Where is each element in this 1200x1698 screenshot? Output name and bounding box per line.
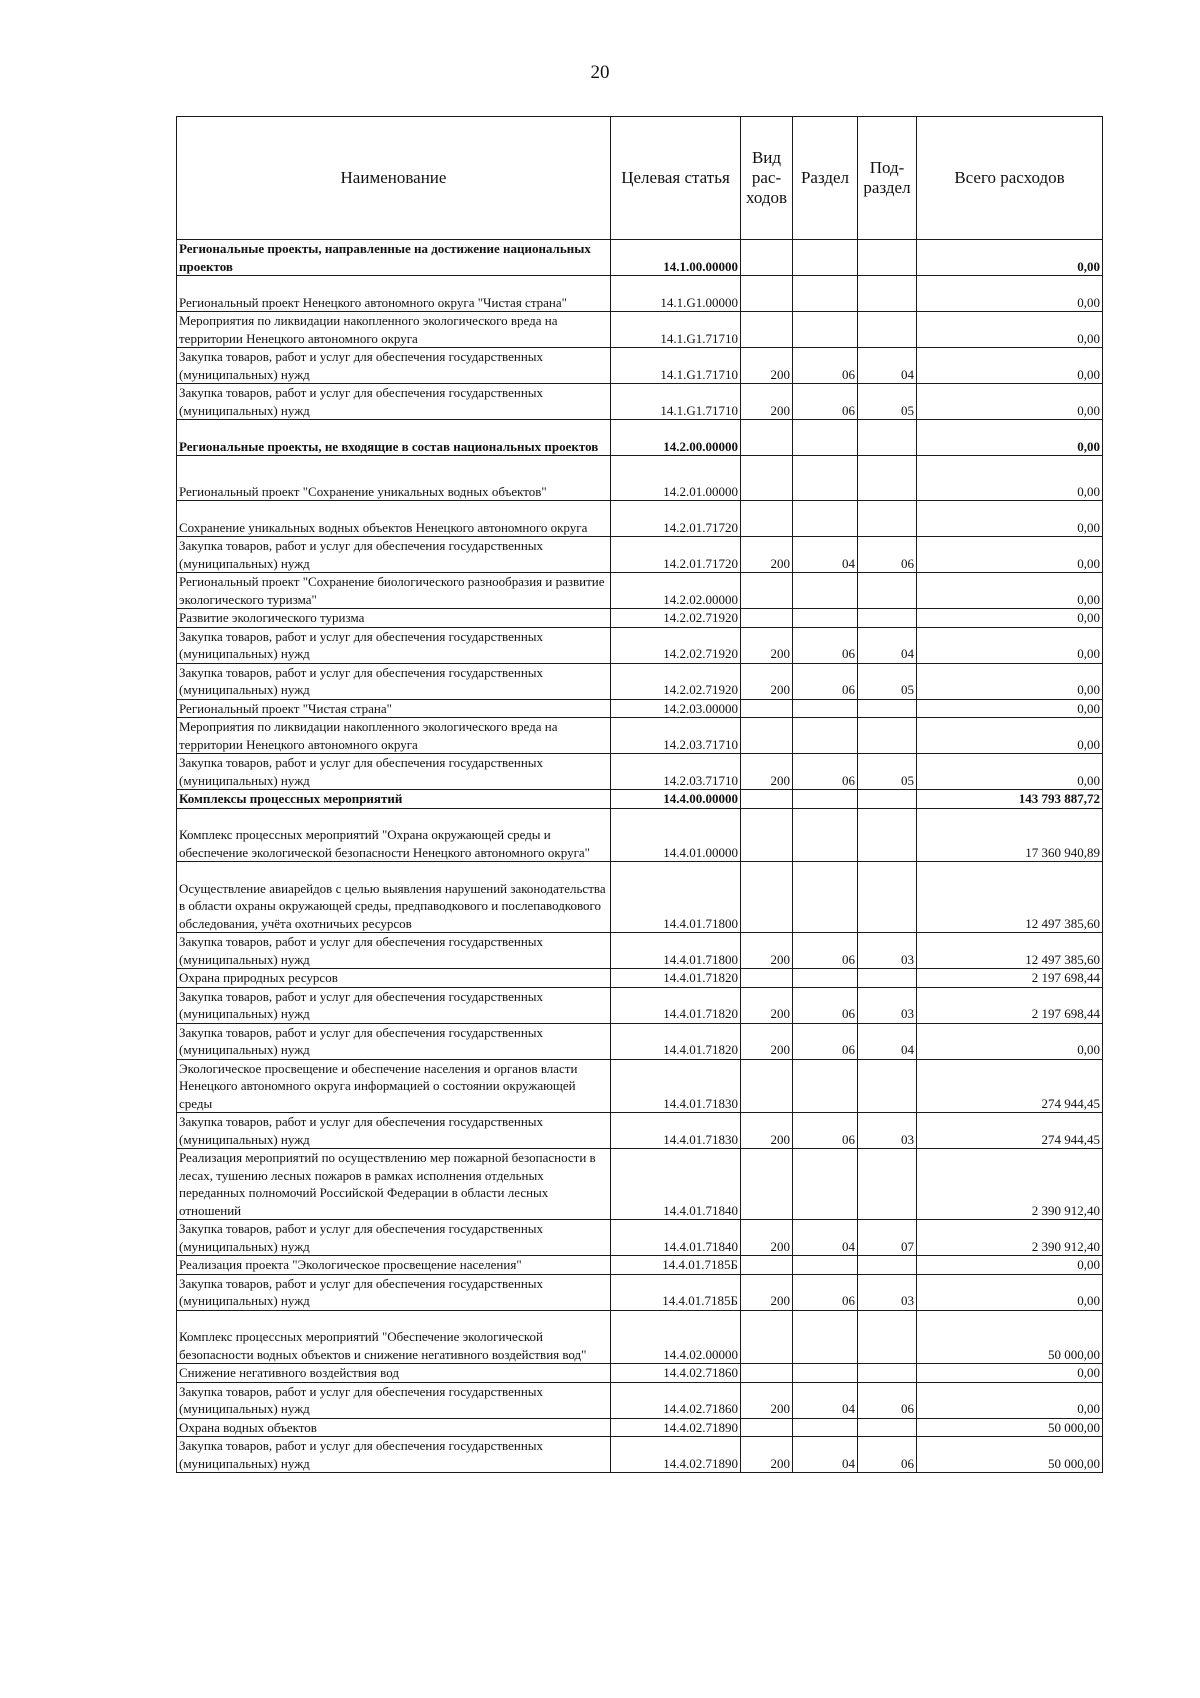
- cell-expense-type: 200: [741, 537, 793, 573]
- cell-total: 0,00: [917, 609, 1103, 628]
- cell-section: 06: [793, 933, 858, 969]
- cell-section: 06: [793, 1274, 858, 1310]
- cell-subsection: 05: [858, 663, 917, 699]
- cell-expense-type: [741, 420, 793, 456]
- cell-section: 04: [793, 1437, 858, 1473]
- table-row: [177, 1274, 1103, 1310]
- cell-total: 12 497 385,60: [917, 933, 1103, 969]
- cell-subsection: [858, 808, 917, 862]
- cell-subsection: 04: [858, 1023, 917, 1059]
- cell-target: 14.2.02.71920: [611, 609, 741, 628]
- cell-target: 14.2.01.71720: [611, 501, 741, 537]
- table-row: [177, 312, 1103, 348]
- cell-section: [793, 1059, 858, 1113]
- cell-total: 0,00: [917, 384, 1103, 420]
- cell-expense-type: [741, 1059, 793, 1113]
- cell-expense-type: 200: [741, 1220, 793, 1256]
- cell-section: 04: [793, 1220, 858, 1256]
- cell-expense-type: 200: [741, 933, 793, 969]
- cell-expense-type: [741, 1364, 793, 1383]
- cell-name: Закупка товаров, работ и услуг для обеспечения государственных (муниципальных) нужд: [177, 987, 611, 1023]
- header-name: Наименование: [177, 117, 611, 240]
- budget-table: [176, 116, 1103, 1473]
- cell-name: Охрана водных объектов: [177, 1418, 611, 1437]
- cell-total: 2 197 698,44: [917, 987, 1103, 1023]
- cell-total: 12 497 385,60: [917, 862, 1103, 933]
- cell-target: 14.4.01.71800: [611, 862, 741, 933]
- cell-expense-type: [741, 276, 793, 312]
- cell-total: 0,00: [917, 718, 1103, 754]
- cell-name: Закупка товаров, работ и услуг для обеспечения государственных (муниципальных) нужд: [177, 933, 611, 969]
- table-row: [177, 1310, 1103, 1364]
- cell-expense-type: [741, 1256, 793, 1275]
- cell-total: 0,00: [917, 1023, 1103, 1059]
- cell-name: Закупка товаров, работ и услуг для обеспечения государственных (муниципальных) нужд: [177, 537, 611, 573]
- table-row: [177, 969, 1103, 988]
- cell-name: Мероприятия по ликвидации накопленного экологического вреда на территории Ненецкого автономного округа: [177, 718, 611, 754]
- cell-expense-type: 200: [741, 754, 793, 790]
- cell-name: Реализация проекта "Экологическое просвещение населения": [177, 1256, 611, 1275]
- cell-name: Региональные проекты, направленные на достижение национальных проектов: [177, 240, 611, 276]
- cell-name: Региональный проект Ненецкого автономного округа "Чистая страна": [177, 276, 611, 312]
- cell-subsection: 05: [858, 384, 917, 420]
- cell-target: 14.2.01.71720: [611, 537, 741, 573]
- cell-subsection: 03: [858, 1113, 917, 1149]
- cell-target: 14.2.02.00000: [611, 573, 741, 609]
- cell-total: 50 000,00: [917, 1418, 1103, 1437]
- cell-name: Комплекс процессных мероприятий "Охрана окружающей среды и обеспечение экологической безопасности Ненецкого автономного округа": [177, 808, 611, 862]
- cell-target: 14.1.G1.71710: [611, 384, 741, 420]
- cell-target: 14.2.02.71920: [611, 627, 741, 663]
- cell-section: [793, 1256, 858, 1275]
- cell-name: Закупка товаров, работ и услуг для обеспечения государственных (муниципальных) нужд: [177, 754, 611, 790]
- cell-total: 2 390 912,40: [917, 1149, 1103, 1220]
- cell-total: 0,00: [917, 627, 1103, 663]
- cell-total: 2 390 912,40: [917, 1220, 1103, 1256]
- cell-name: Региональные проекты, не входящие в состав национальных проектов: [177, 420, 611, 456]
- cell-subsection: [858, 1149, 917, 1220]
- cell-section: 06: [793, 384, 858, 420]
- cell-name: Закупка товаров, работ и услуг для обеспечения государственных (муниципальных) нужд: [177, 663, 611, 699]
- cell-total: 2 197 698,44: [917, 969, 1103, 988]
- cell-target: 14.1.G1.71710: [611, 312, 741, 348]
- header-target: Целевая статья: [611, 117, 741, 240]
- table-row: [177, 384, 1103, 420]
- cell-total: 0,00: [917, 420, 1103, 456]
- cell-section: 06: [793, 348, 858, 384]
- cell-name: Закупка товаров, работ и услуг для обеспечения государственных (муниципальных) нужд: [177, 1113, 611, 1149]
- cell-section: 04: [793, 1382, 858, 1418]
- cell-subsection: 06: [858, 537, 917, 573]
- table-row: [177, 718, 1103, 754]
- cell-total: 143 793 887,72: [917, 790, 1103, 809]
- table-row: [177, 1023, 1103, 1059]
- cell-name: Развитие экологического туризма: [177, 609, 611, 628]
- table-row: [177, 754, 1103, 790]
- cell-subsection: 06: [858, 1437, 917, 1473]
- cell-subsection: 04: [858, 627, 917, 663]
- cell-total: 0,00: [917, 240, 1103, 276]
- cell-expense-type: 200: [741, 348, 793, 384]
- cell-name: Снижение негативного воздействия вод: [177, 1364, 611, 1383]
- cell-name: Осуществление авиарейдов с целью выявления нарушений законодательства в области охраны окружающей среды, предпаводкового и послепаводкового обследования, учёта охотничьих ресурсов: [177, 862, 611, 933]
- cell-name: Комплекс процессных мероприятий "Обеспечение экологической безопасности водных объектов и снижение негативного воздействия вод": [177, 1310, 611, 1364]
- cell-subsection: [858, 1310, 917, 1364]
- cell-expense-type: 200: [741, 987, 793, 1023]
- cell-total: 0,00: [917, 1364, 1103, 1383]
- cell-total: 50 000,00: [917, 1310, 1103, 1364]
- table-row: [177, 501, 1103, 537]
- cell-subsection: [858, 276, 917, 312]
- cell-target: 14.2.03.71710: [611, 718, 741, 754]
- cell-expense-type: 200: [741, 663, 793, 699]
- cell-name: Закупка товаров, работ и услуг для обеспечения государственных (муниципальных) нужд: [177, 1220, 611, 1256]
- cell-subsection: [858, 573, 917, 609]
- table-row: [177, 537, 1103, 573]
- cell-section: 06: [793, 663, 858, 699]
- cell-section: [793, 790, 858, 809]
- cell-expense-type: [741, 699, 793, 718]
- cell-total: 0,00: [917, 1382, 1103, 1418]
- page-number: 20: [590, 62, 610, 83]
- cell-total: 0,00: [917, 537, 1103, 573]
- cell-subsection: 07: [858, 1220, 917, 1256]
- cell-name: Региональный проект "Чистая страна": [177, 699, 611, 718]
- table-row: [177, 663, 1103, 699]
- cell-section: [793, 609, 858, 628]
- cell-total: 274 944,45: [917, 1059, 1103, 1113]
- table-row: [177, 1437, 1103, 1473]
- cell-name: Мероприятия по ликвидации накопленного экологического вреда на территории Ненецкого автономного округа: [177, 312, 611, 348]
- header-total: Всего расходов: [917, 117, 1103, 240]
- cell-subsection: [858, 501, 917, 537]
- cell-target: 14.4.01.71830: [611, 1059, 741, 1113]
- cell-expense-type: [741, 1418, 793, 1437]
- table-row: [177, 1220, 1103, 1256]
- table-row: [177, 276, 1103, 312]
- cell-total: 0,00: [917, 456, 1103, 501]
- cell-name: Закупка товаров, работ и услуг для обеспечения государственных (муниципальных) нужд: [177, 348, 611, 384]
- table-row: [177, 240, 1103, 276]
- cell-name: Сохранение уникальных водных объектов Ненецкого автономного округа: [177, 501, 611, 537]
- cell-subsection: 04: [858, 348, 917, 384]
- cell-expense-type: [741, 501, 793, 537]
- cell-expense-type: [741, 573, 793, 609]
- cell-subsection: [858, 718, 917, 754]
- table-row: [177, 699, 1103, 718]
- cell-target: 14.4.01.71820: [611, 969, 741, 988]
- cell-total: 0,00: [917, 663, 1103, 699]
- cell-section: [793, 240, 858, 276]
- cell-name: Закупка товаров, работ и услуг для обеспечения государственных (муниципальных) нужд: [177, 1023, 611, 1059]
- cell-total: 274 944,45: [917, 1113, 1103, 1149]
- table-row: [177, 573, 1103, 609]
- header-section: Раздел: [793, 117, 858, 240]
- header-expense-type: Вид рас-ходов: [741, 117, 793, 240]
- cell-target: 14.2.02.71920: [611, 663, 741, 699]
- cell-total: 0,00: [917, 501, 1103, 537]
- cell-total: 50 000,00: [917, 1437, 1103, 1473]
- cell-subsection: [858, 969, 917, 988]
- table-row: [177, 1256, 1103, 1275]
- cell-section: [793, 862, 858, 933]
- cell-name: Закупка товаров, работ и услуг для обеспечения государственных (муниципальных) нужд: [177, 1274, 611, 1310]
- table-row: [177, 420, 1103, 456]
- table-row: [177, 609, 1103, 628]
- cell-target: 14.4.01.71840: [611, 1220, 741, 1256]
- cell-target: 14.4.02.00000: [611, 1310, 741, 1364]
- cell-target: 14.4.02.71860: [611, 1364, 741, 1383]
- cell-section: [793, 808, 858, 862]
- cell-expense-type: [741, 240, 793, 276]
- table-row: [177, 348, 1103, 384]
- table-row: [177, 808, 1103, 862]
- cell-expense-type: 200: [741, 1113, 793, 1149]
- table-row: [177, 1113, 1103, 1149]
- table-row: [177, 862, 1103, 933]
- cell-expense-type: [741, 609, 793, 628]
- cell-subsection: [858, 420, 917, 456]
- cell-subsection: [858, 609, 917, 628]
- table-row: [177, 627, 1103, 663]
- cell-section: [793, 1310, 858, 1364]
- cell-expense-type: 200: [741, 1382, 793, 1418]
- cell-total: 0,00: [917, 348, 1103, 384]
- cell-name: Комплексы процессных мероприятий: [177, 790, 611, 809]
- cell-target: 14.4.01.71800: [611, 933, 741, 969]
- cell-target: 14.4.01.7185Б: [611, 1256, 741, 1275]
- cell-subsection: 03: [858, 987, 917, 1023]
- cell-expense-type: [741, 312, 793, 348]
- cell-expense-type: 200: [741, 1437, 793, 1473]
- cell-expense-type: [741, 969, 793, 988]
- cell-subsection: [858, 862, 917, 933]
- table-row: [177, 1418, 1103, 1437]
- cell-target: 14.4.02.71890: [611, 1418, 741, 1437]
- cell-target: 14.2.00.00000: [611, 420, 741, 456]
- table-header-row: [177, 117, 1103, 240]
- cell-subsection: [858, 699, 917, 718]
- cell-expense-type: [741, 1310, 793, 1364]
- cell-target: 14.4.01.7185Б: [611, 1274, 741, 1310]
- cell-target: 14.2.03.00000: [611, 699, 741, 718]
- cell-target: 14.1.G1.71710: [611, 348, 741, 384]
- cell-section: 06: [793, 627, 858, 663]
- cell-expense-type: [741, 718, 793, 754]
- cell-expense-type: [741, 456, 793, 501]
- table-row: [177, 456, 1103, 501]
- table-row: [177, 1364, 1103, 1383]
- cell-total: 0,00: [917, 754, 1103, 790]
- table-row: [177, 1382, 1103, 1418]
- cell-subsection: [858, 312, 917, 348]
- cell-subsection: 03: [858, 933, 917, 969]
- cell-target: 14.4.01.00000: [611, 808, 741, 862]
- cell-name: Закупка товаров, работ и услуг для обеспечения государственных (муниципальных) нужд: [177, 1382, 611, 1418]
- cell-expense-type: [741, 862, 793, 933]
- table-row: [177, 1149, 1103, 1220]
- cell-section: [793, 1149, 858, 1220]
- cell-section: 06: [793, 1113, 858, 1149]
- cell-target: 14.4.02.71860: [611, 1382, 741, 1418]
- cell-section: [793, 1364, 858, 1383]
- cell-section: [793, 456, 858, 501]
- cell-name: Реализация мероприятий по осуществлению мер пожарной безопасности в лесах, тушению лесных пожаров в рамках исполнения отдельных переданных полномочий Российской Федерации в области лесных отношений: [177, 1149, 611, 1220]
- cell-section: [793, 718, 858, 754]
- cell-section: 06: [793, 754, 858, 790]
- table-row: [177, 790, 1103, 809]
- cell-subsection: [858, 456, 917, 501]
- cell-total: 0,00: [917, 276, 1103, 312]
- cell-subsection: [858, 1418, 917, 1437]
- cell-section: [793, 969, 858, 988]
- cell-name: Закупка товаров, работ и услуг для обеспечения государственных (муниципальных) нужд: [177, 384, 611, 420]
- cell-name: Закупка товаров, работ и услуг для обеспечения государственных (муниципальных) нужд: [177, 627, 611, 663]
- header-subsection: Под-раздел: [858, 117, 917, 240]
- cell-total: 0,00: [917, 1274, 1103, 1310]
- cell-expense-type: [741, 790, 793, 809]
- cell-section: 06: [793, 1023, 858, 1059]
- cell-section: 06: [793, 987, 858, 1023]
- table-row: [177, 987, 1103, 1023]
- cell-subsection: 06: [858, 1382, 917, 1418]
- table-body: [177, 240, 1103, 1473]
- cell-subsection: 05: [858, 754, 917, 790]
- cell-subsection: [858, 240, 917, 276]
- cell-subsection: [858, 790, 917, 809]
- cell-target: 14.4.01.71820: [611, 1023, 741, 1059]
- cell-expense-type: [741, 808, 793, 862]
- cell-target: 14.2.03.71710: [611, 754, 741, 790]
- cell-name: Закупка товаров, работ и услуг для обеспечения государственных (муниципальных) нужд: [177, 1437, 611, 1473]
- cell-section: [793, 501, 858, 537]
- cell-name: Экологическое просвещение и обеспечение населения и органов власти Ненецкого автономного округа информацией о состоянии окружающей среды: [177, 1059, 611, 1113]
- cell-target: 14.2.01.00000: [611, 456, 741, 501]
- cell-name: Региональный проект "Сохранение уникальных водных объектов": [177, 456, 611, 501]
- cell-section: [793, 1418, 858, 1437]
- cell-section: [793, 420, 858, 456]
- cell-section: [793, 699, 858, 718]
- cell-subsection: [858, 1059, 917, 1113]
- cell-section: [793, 276, 858, 312]
- cell-target: 14.4.02.71890: [611, 1437, 741, 1473]
- table-row: [177, 1059, 1103, 1113]
- cell-name: Охрана природных ресурсов: [177, 969, 611, 988]
- cell-name: Региональный проект "Сохранение биологического разнообразия и развитие экологического туризма": [177, 573, 611, 609]
- cell-total: 0,00: [917, 699, 1103, 718]
- cell-target: 14.4.00.00000: [611, 790, 741, 809]
- cell-total: 0,00: [917, 312, 1103, 348]
- cell-subsection: [858, 1364, 917, 1383]
- cell-expense-type: 200: [741, 627, 793, 663]
- cell-section: [793, 312, 858, 348]
- cell-target: 14.1.00.00000: [611, 240, 741, 276]
- table-row: [177, 933, 1103, 969]
- cell-expense-type: 200: [741, 1023, 793, 1059]
- cell-subsection: [858, 1256, 917, 1275]
- cell-section: [793, 573, 858, 609]
- cell-expense-type: 200: [741, 384, 793, 420]
- cell-subsection: 03: [858, 1274, 917, 1310]
- cell-target: 14.4.01.71840: [611, 1149, 741, 1220]
- cell-target: 14.4.01.71820: [611, 987, 741, 1023]
- cell-section: 04: [793, 537, 858, 573]
- cell-expense-type: 200: [741, 1274, 793, 1310]
- cell-expense-type: [741, 1149, 793, 1220]
- cell-total: 17 360 940,89: [917, 808, 1103, 862]
- cell-total: 0,00: [917, 1256, 1103, 1275]
- cell-total: 0,00: [917, 573, 1103, 609]
- cell-target: 14.1.G1.00000: [611, 276, 741, 312]
- cell-target: 14.4.01.71830: [611, 1113, 741, 1149]
